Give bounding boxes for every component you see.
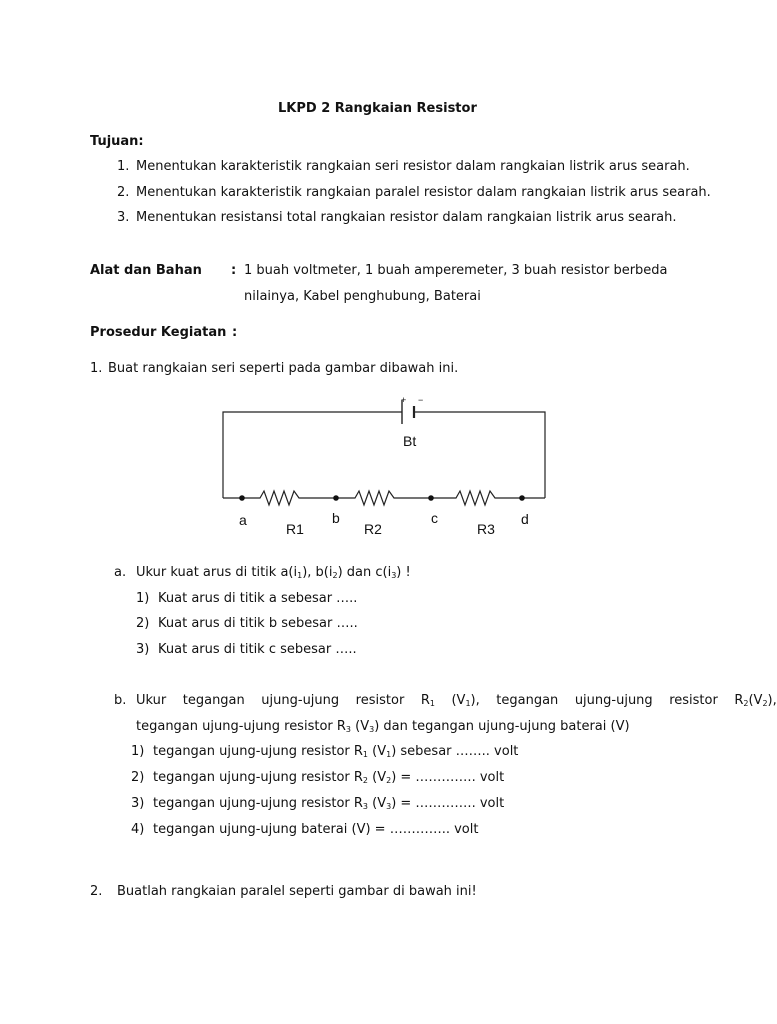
step-1-num: 1. (90, 361, 103, 376)
tujuan-item-num: 3. (117, 210, 130, 225)
tujuan-item-text: Menentukan karakteristik rangkaian paralel resistor dalam rangkaian listrik arus searah. (136, 185, 711, 200)
part-b-item-text: tegangan ujung-ujung resistor $R_2$ $(V_2)$ = ………….. volt (153, 770, 505, 785)
resistor-r2-label: R2 (364, 521, 382, 537)
part-b-question-line-2: tegangan ujung-ujung resistor $R_3$ $(V_3)$ dan tegangan ujung-ujung baterai (V) (136, 719, 630, 734)
part-a-item-num: 3) (136, 642, 150, 657)
tujuan-item-text: Menentukan karakteristik rangkaian seri resistor dalam rangkaian listrik arus searah. (136, 159, 690, 174)
part-b-item-num: 1) (131, 744, 145, 759)
part-a-letter: a. (114, 565, 127, 580)
step-2-text: Buatlah rangkaian paralel seperti gambar di bawah ini! (117, 884, 477, 899)
point-a-label: a (239, 512, 247, 528)
wire-right-top (414, 412, 545, 498)
tujuan-item-num: 2. (117, 185, 130, 200)
part-b-item-num: 4) (131, 822, 145, 837)
alat-line-2: nilainya, Kabel penghubung, Baterai (244, 289, 481, 304)
node-b-dot (333, 495, 339, 501)
prosedur-colon: : (232, 325, 238, 340)
part-a-item-text: Kuat arus di titik c sebesar ….. (158, 642, 357, 657)
tujuan-item-text: Menentukan resistansi total rangkaian resistor dalam rangkaian listrik arus searah. (136, 210, 677, 225)
resistor-r3 (431, 491, 522, 505)
point-d-label: d (521, 511, 529, 527)
part-b-item-text: tegangan ujung-ujung resistor $R_1$ $(V_1)$ sebesar …….. volt (153, 744, 519, 759)
battery-minus-label: − (418, 395, 424, 405)
prosedur-label: Prosedur Kegiatan (90, 325, 227, 340)
part-b-item-text: tegangan ujung-ujung resistor $R_3$ $(V_3)$ = ………….. volt (153, 796, 505, 811)
battery-label: Bt (403, 433, 417, 449)
part-a-item-text: Kuat arus di titik a sebesar ….. (158, 591, 358, 606)
node-d-dot (519, 495, 525, 501)
point-c-label: c (431, 510, 438, 526)
node-a-dot (239, 495, 245, 501)
part-b-item-num: 3) (131, 796, 145, 811)
node-c-dot (428, 495, 434, 501)
battery-plus-label: + (401, 395, 407, 405)
part-a-item-num: 1) (136, 591, 150, 606)
resistor-r1 (242, 491, 336, 505)
alat-line-1: 1 buah voltmeter, 1 buah amperemeter, 3 buah resistor berbeda (244, 263, 668, 278)
part-a-question: Ukur kuat arus di titik $a(i_1)$, $b(i_2)$ dan $c(i_3)$ ! (136, 565, 411, 580)
wire-left-top (223, 412, 402, 498)
tujuan-heading: Tujuan: (90, 134, 144, 149)
part-b-item-num: 2) (131, 770, 145, 785)
tujuan-item-num: 1. (117, 159, 130, 174)
series-circuit-diagram (200, 390, 560, 542)
part-b-question-line-1: Ukur tegangan ujung-ujung resistor $R_1$ $(V_1)$, tegangan ujung-ujung resistor $R_2(V_2)$, (136, 693, 777, 708)
document-title: LKPD 2 Rangkaian Resistor (278, 101, 477, 116)
resistor-r1-label: R1 (286, 521, 304, 537)
alat-label: Alat dan Bahan (90, 263, 202, 278)
step-1-text: Buat rangkaian seri seperti pada gambar dibawah ini. (108, 361, 459, 376)
resistor-r3-label: R3 (477, 521, 495, 537)
part-a-item-text: Kuat arus di titik b sebesar ….. (158, 616, 358, 631)
part-a-item-num: 2) (136, 616, 150, 631)
part-b-letter: b. (114, 693, 127, 708)
part-b-item-text: tegangan ujung-ujung baterai (V) = ………….. volt (153, 822, 479, 837)
step-2-num: 2. (90, 884, 103, 899)
resistor-r2 (336, 491, 431, 505)
alat-colon: : (231, 263, 237, 278)
point-b-label: b (332, 510, 340, 526)
